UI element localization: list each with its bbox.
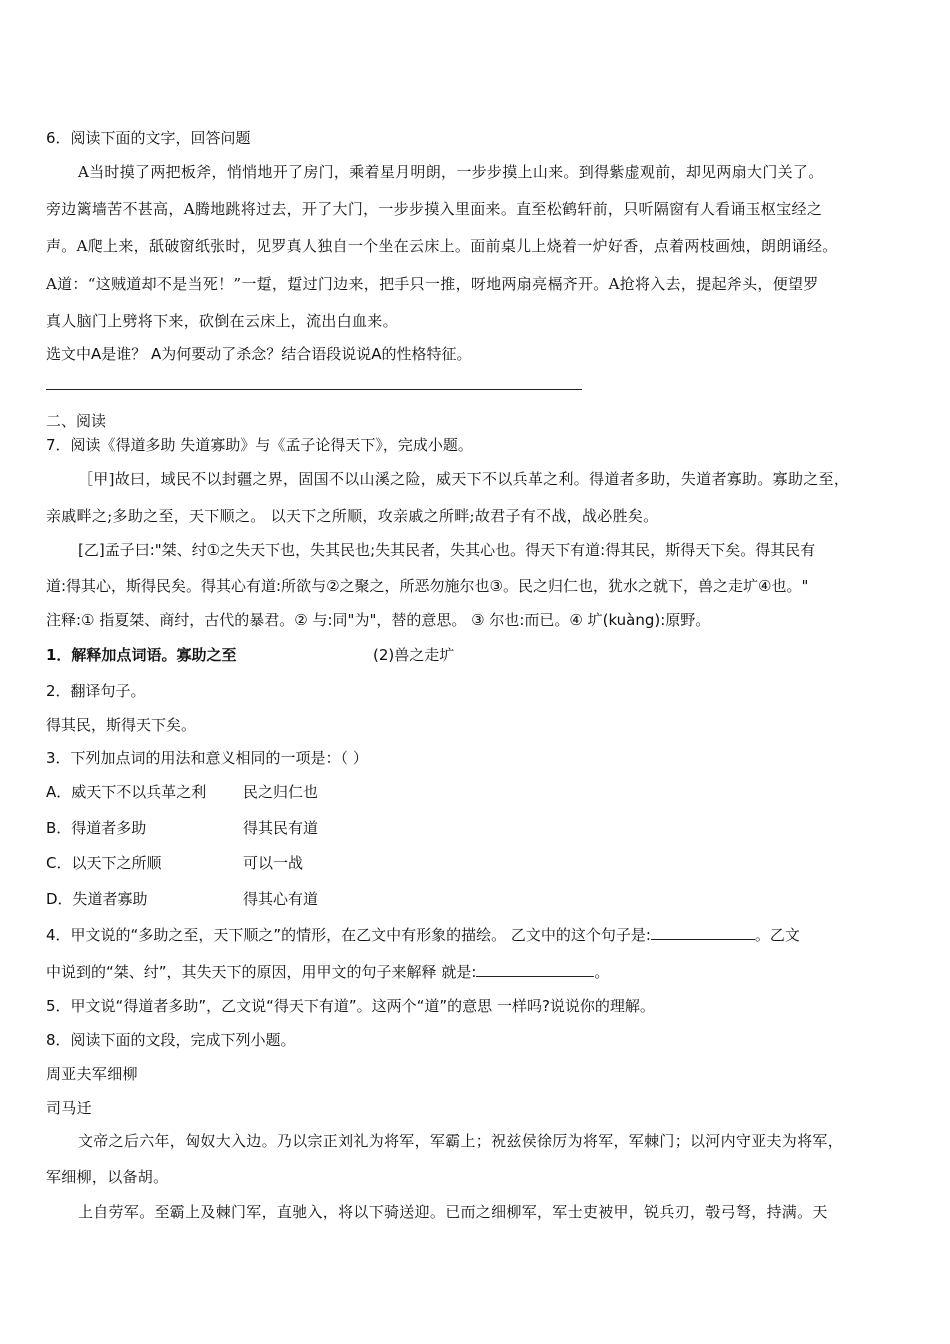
answer-blank-2[interactable] — [476, 962, 594, 977]
q6-passage-line-3: 声。A爬上来，舐破窗纸张时，见罗真人独自一个坐在云床上。面前桌儿上烧着一炉好香，点着两枝画烛，朗朗诵经。 — [46, 237, 838, 255]
q7-sub4-tail-1: 。乙文 — [754, 926, 800, 944]
q7-sub1-a: 1．解释加点词语。寡助之至 — [46, 646, 237, 664]
q8-author: 司马迁 — [46, 1099, 92, 1117]
q8-title: 周亚夫军细柳 — [46, 1065, 138, 1083]
q7-sub4-line-2 — [46, 962, 609, 982]
q7-sub3: 3．下列加点词的用法和意义相同的一项是：（ ） — [46, 749, 368, 767]
q6-passage-line-2: 旁边篱墙苦不甚高，A腾地跳将过去，开了大门，一步步摸入里面来。直至松鹤轩前，只听隔窗有人看诵玉枢宝经之 — [46, 200, 823, 218]
q7-option-b: B．得道者多助 — [46, 819, 147, 837]
q7-jia-line-2: 亲戚畔之;多助之至，天下顺之。 以天下之所顺，攻亲戚之所畔;故君子有不战，战必胜矣。 — [46, 507, 659, 525]
q7-option-d-pair: 得其心有道 — [243, 890, 319, 908]
answer-line — [46, 389, 582, 390]
q7-sub4-line-1 — [46, 925, 800, 945]
q8-paragraph-1-line-2: 军细柳，以备胡。 — [46, 1168, 169, 1186]
q6-heading: 6．阅读下面的文字，回答问题 — [46, 129, 251, 147]
q6-passage-line-4: A道：“这贼道却不是当死！”一踅，踅过门边来，把手只一推，呀地两扇亮槅齐开。A抢将入去，提起斧头，便望罗 — [46, 275, 819, 293]
q7-sub5: 5．甲文说“得道者多助”，乙文说“得天下有道”。这两个“道”的意思 一样吗?说说你的理解。 — [46, 997, 655, 1015]
q7-option-d: D．失道者寡助 — [46, 890, 148, 908]
q7-sub2: 2．翻译句子。 — [46, 682, 146, 700]
q7-option-a: A．威天下不以兵革之利 — [46, 783, 207, 801]
q6-passage-line-5: 真人脑门上劈将下来，砍倒在云床上，流出白血来。 — [46, 312, 398, 330]
q7-sub4-text-2: 中说到的“桀、纣”，其失天下的原因，用甲文的句子来解释 就是: — [46, 963, 477, 981]
q6-passage-line-1: A当时摸了两把板斧，悄悄地开了房门，乘着星月明朗，一步步摸上山来。到得紫虚观前，却见两扇大门关了。 — [78, 163, 824, 181]
q7-sub1-b: (2)兽之走圹 — [373, 646, 455, 664]
q8-heading: 8．阅读下面的文段，完成下列小题。 — [46, 1031, 296, 1049]
answer-blank-1[interactable] — [651, 925, 755, 940]
q7-notes: 注释:① 指夏桀、商纣，古代的暴君。② 与:同"为"，替的意思。 ③ 尔也:而已。④ 圹(kuàng):原野。 — [46, 611, 711, 629]
q7-sub2-text: 得其民，斯得天下矣。 — [46, 716, 197, 734]
section-heading: 二、阅读 — [46, 412, 107, 430]
q8-paragraph-2-line-1: 上自劳军。至霸上及棘门军，直驰入，将以下骑送迎。已而之细柳军，军士吏被甲，锐兵刃，彀弓弩，持满。天 — [78, 1203, 828, 1221]
q7-sub1 — [46, 645, 236, 665]
q7-sub4-tail-2: 。 — [594, 963, 610, 981]
q7-heading: 7．阅读《得道多助 失道寡助》与《孟子论得天下》，完成小题。 — [46, 436, 473, 454]
q7-option-c: C．以天下之所顺 — [46, 854, 162, 872]
q8-paragraph-1-line-1: 文帝之后六年，匈奴大入边。乃以宗正刘礼为将军，军霸上；祝兹侯徐厉为将军，军棘门；以河内守亚夫为将军， — [78, 1132, 844, 1150]
q7-jia-line-1: ［甲]故曰，域民不以封疆之界，固国不以山溪之险，威天下不以兵革之利。得道者多助，失道者寡助。寡助之至， — [78, 470, 850, 488]
q7-option-c-pair: 可以一战 — [243, 854, 304, 872]
q7-yi-line-2: 道:得其心，斯得民矣。得其心有道:所欲与②之聚之，所恶勿施尔也③。民之归仁也，犹水之就下，兽之走圹④也。" — [46, 577, 809, 595]
q7-sub4-text-1: 4．甲文说的“多助之至，天下顺之”的情形，在乙文中有形象的描绘。 乙文中的这个句子是: — [46, 926, 651, 944]
q7-yi-line-1: [乙]孟子曰:"桀、纣①之失天下也，失其民也;失其民者，失其心也。得天下有道:得其民，斯得天下矣。得其民有 — [78, 541, 816, 559]
q6-question: 选文中A是谁？ A为何要动了杀念？结合语段说说A的性格特征。 — [46, 345, 472, 363]
q7-option-a-pair: 民之归仁也 — [243, 783, 319, 801]
q7-option-b-pair: 得其民有道 — [243, 819, 319, 837]
